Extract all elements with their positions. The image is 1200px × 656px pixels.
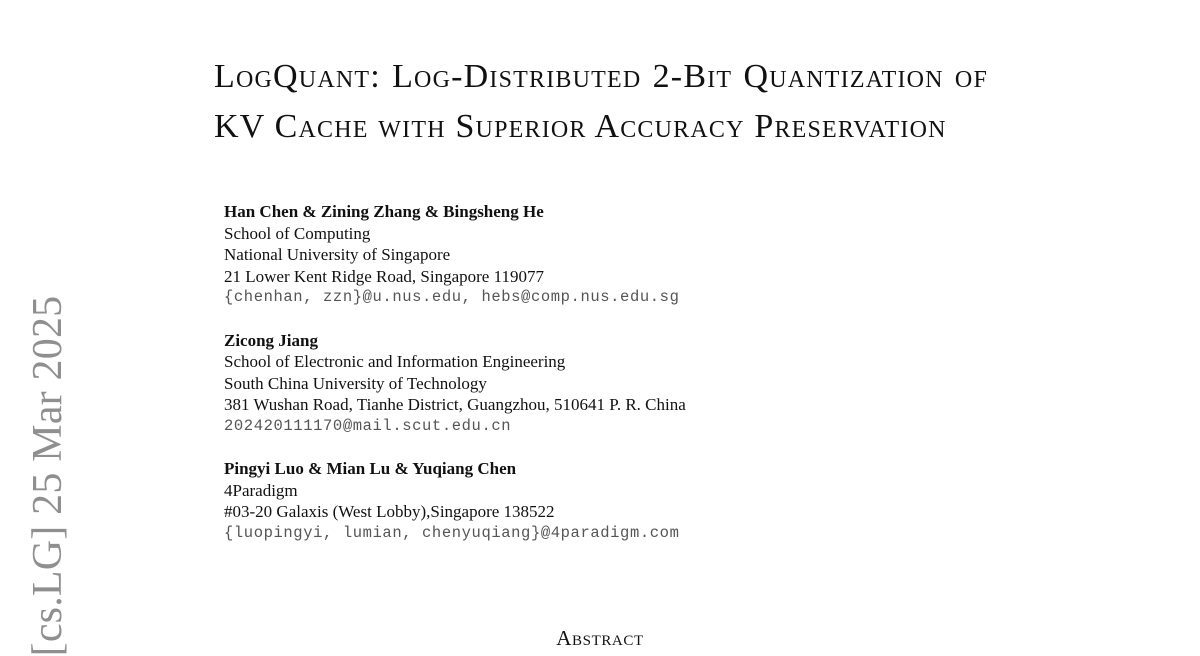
author-list [224, 201, 984, 565]
author-names: Han Chen & Zining Zhang & Bingsheng He [224, 202, 544, 221]
author-group-4paradigm [224, 458, 984, 544]
affiliation-line: 381 Wushan Road, Tianhe District, Guangzhou, 510641 P. R. China [224, 395, 686, 414]
paper-title: LogQuant: Log-Distributed 2-Bit Quantization of KV Cache with Superior Accuracy Preservation [214, 58, 988, 145]
author-names: Pingyi Luo & Mian Lu & Yuqiang Chen [224, 459, 517, 478]
affiliation-line: 4Paradigm [224, 480, 298, 500]
author-group-scut [224, 330, 984, 438]
author-email: {luopingyi, lumian, chenyuqiang}@4paradigm.com [224, 523, 680, 542]
author-group-nus [224, 201, 984, 309]
author-email: {chenhan, zzn}@u.nus.edu, hebs@comp.nus.edu.sg [224, 288, 680, 306]
affiliation-line: National University of Singapore [224, 245, 451, 264]
abstract-heading: Abstract [556, 626, 644, 650]
affiliation-line: #03-20 Galaxis (West Lobby),Singapore 138522 [224, 502, 555, 521]
arxiv-identifier-stamp: [cs.LG] 25 Mar 2025 [25, 295, 71, 656]
affiliation-line: 21 Lower Kent Ridge Road, Singapore 119077 [224, 266, 544, 286]
affiliation-line: School of Computing [224, 223, 371, 243]
affiliation-line: School of Electronic and Information Engineering [224, 352, 566, 371]
author-email: 202420111170@mail.scut.edu.cn [224, 416, 512, 435]
affiliation-line: South China University of Technology [224, 373, 487, 393]
author-names: Zicong Jiang [224, 330, 318, 350]
